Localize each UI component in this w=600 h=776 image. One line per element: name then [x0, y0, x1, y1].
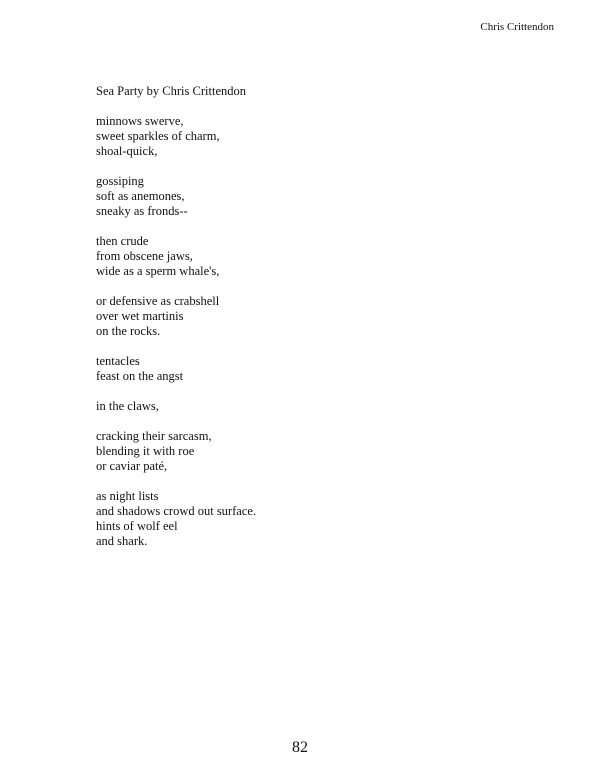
poem-line: hints of wolf eel — [96, 519, 178, 533]
poem-line: and shark. — [96, 534, 148, 548]
poem-line: cracking their sarcasm, — [96, 429, 212, 443]
poem-title: Sea Party by Chris Crittendon — [96, 84, 246, 98]
poem-line: tentacles — [96, 354, 140, 368]
stanza-2 — [96, 174, 536, 219]
page-number: 82 — [292, 739, 308, 756]
stanza-8 — [96, 489, 536, 549]
poem-line: in the claws, — [96, 399, 159, 413]
poem-line: or caviar paté, — [96, 459, 168, 473]
poem-line: gossiping — [96, 174, 144, 188]
stanza-3 — [96, 234, 536, 279]
poem-line: from obscene jaws, — [96, 249, 193, 263]
poem-line: then crude — [96, 234, 149, 248]
poem-line: sweet sparkles of charm, — [96, 129, 220, 143]
poem-line: soft as anemones, — [96, 189, 185, 203]
poem-line: on the rocks. — [96, 324, 161, 338]
stanza-4 — [96, 294, 536, 339]
poem-line: minnows swerve, — [96, 114, 184, 128]
poem-line: blending it with roe — [96, 444, 195, 458]
stanza-7 — [96, 429, 536, 474]
poem-line: sneaky as fronds-- — [96, 204, 188, 218]
poem-line: or defensive as crabshell — [96, 294, 220, 308]
poem-line: feast on the angst — [96, 369, 184, 383]
poem-line: wide as a sperm whale's, — [96, 264, 220, 278]
poem-line: over wet martinis — [96, 309, 184, 323]
poem — [96, 84, 536, 564]
stanza-6 — [96, 399, 536, 414]
stanza-1 — [96, 114, 536, 159]
stanza-5 — [96, 354, 536, 384]
poem-line: as night lists — [96, 489, 159, 503]
poem-line: shoal-quick, — [96, 144, 158, 158]
poem-line: and shadows crowd out surface. — [96, 504, 257, 518]
header-author: Chris Crittendon — [480, 21, 554, 33]
